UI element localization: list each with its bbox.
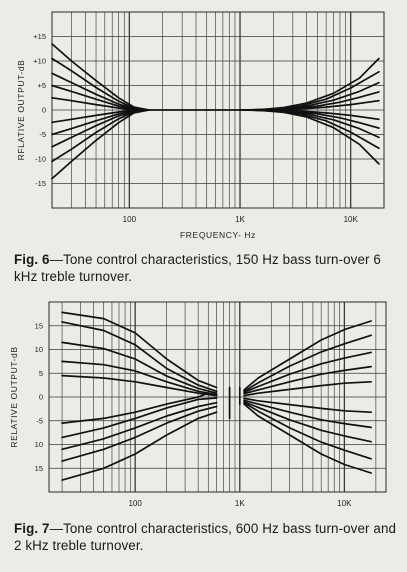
chart1-series-line-2: [52, 59, 146, 111]
chart2-series-line-5: [62, 376, 217, 396]
chart1-y-tick-label: +5: [37, 81, 46, 90]
figure-7-caption-text: —Tone control characteristics, 600 Hz bass turn-over and 2 kHz treble turnover.: [14, 521, 397, 553]
figure-6-caption-text: —Tone control characteristics, 150 Hz bass turn-over 6 kHz treble turnover.: [14, 252, 381, 284]
figure-6-caption: [14, 251, 398, 285]
figure-6-chart: [0, 0, 407, 245]
chart2-series-line-9: [62, 407, 217, 462]
chart2-y-tick-label: 0: [38, 392, 43, 402]
chart2-x-tick-label: 100: [128, 499, 142, 508]
chart1-y-tick-label: -10: [35, 154, 46, 164]
chart2-series-line-8: [62, 403, 217, 450]
chart2-series-line-2: [62, 322, 217, 391]
chart1-x-axis-label: FREQUENCY- Hz: [180, 230, 256, 240]
chart2-y-tick-label: -5: [36, 416, 43, 426]
chart2-y-tick-label: 5: [38, 368, 43, 378]
chart2-y-axis-label: RELATIVE OUTPUT-dB: [9, 346, 19, 448]
chart2-series-line-3: [62, 342, 217, 393]
chart2-x-axis-label: [180, 514, 256, 515]
chart1-x-tick-label: 1K: [235, 215, 245, 224]
chart1-y-tick-label: +10: [33, 56, 46, 66]
chart1-y-axis-label: RFLATIVE OUTPUT-dB: [16, 59, 26, 161]
chart1-y-tick-label: -15: [35, 179, 46, 188]
chart2-series-line-7: [62, 398, 217, 437]
chart1-x-tick-label: 10K: [343, 215, 358, 224]
chart1-y-tick-label: +15: [33, 32, 46, 41]
chart1-x-tick-label: 100: [122, 215, 137, 224]
chart2-x-tick-label: 1K: [234, 499, 245, 508]
chart2-x-tick-label: 10K: [337, 499, 352, 508]
chart2-series-line-10: [62, 412, 217, 480]
chart2-y-tick-label: 15: [34, 321, 43, 331]
figure-7-chart: [0, 290, 407, 515]
chart1-y-tick-label: -5: [39, 130, 46, 139]
chart1-series-line-9: [52, 110, 146, 161]
chart2-y-tick-label: 15: [34, 463, 43, 473]
chart2-y-tick-label: 10: [34, 440, 43, 449]
figure-6-caption-label: Fig. 6: [14, 252, 50, 267]
chart2-y-tick-label: 10: [34, 345, 43, 354]
chart1-y-tick-label: 0: [41, 105, 46, 115]
figure-7-caption-label: Fig. 7: [14, 521, 50, 536]
figure-7-caption: [14, 520, 398, 554]
